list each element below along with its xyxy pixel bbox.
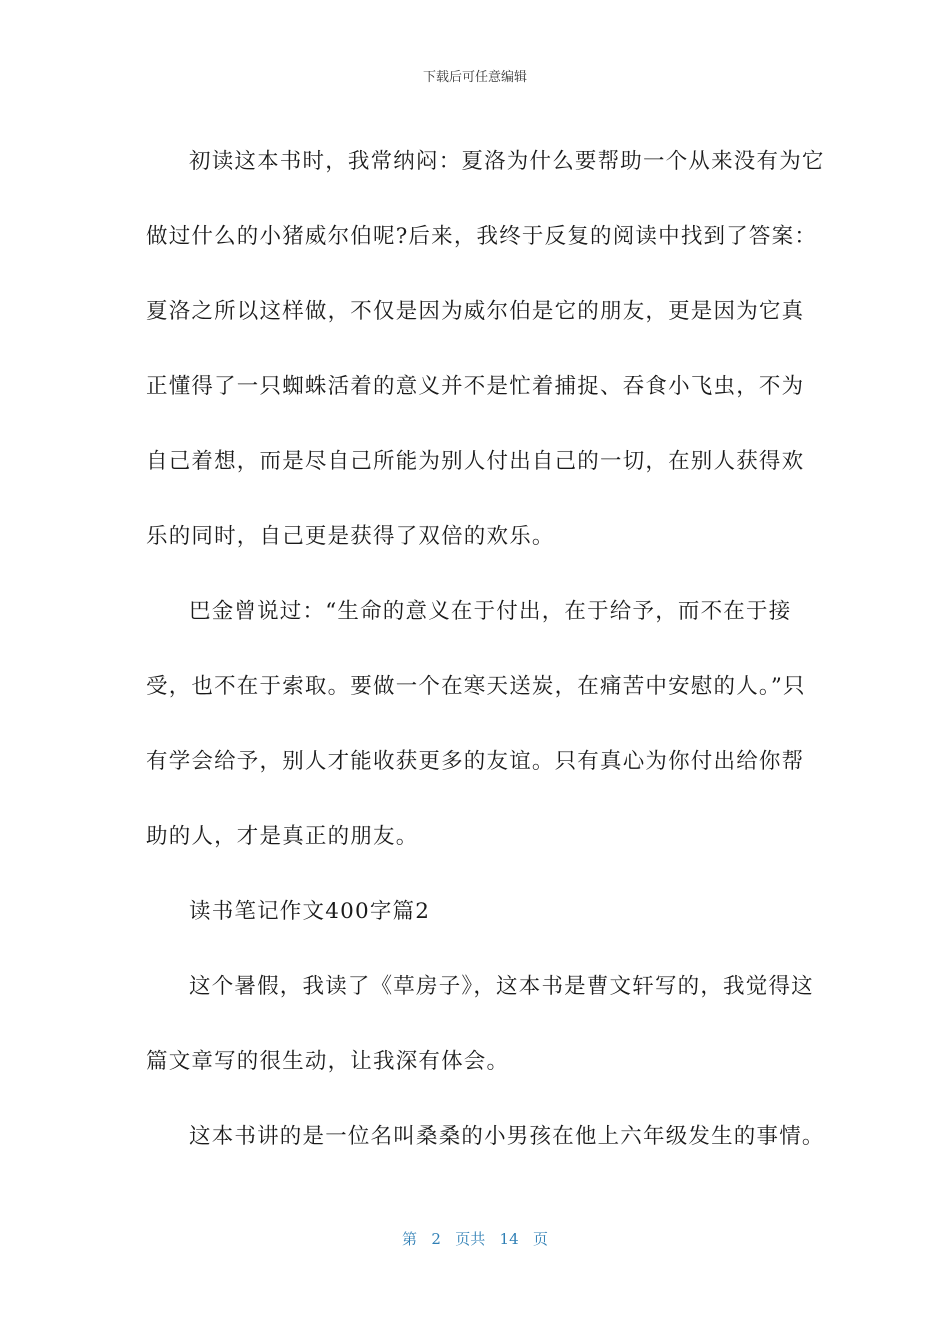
paragraph-book-intro: 这本书讲的是一位名叫桑桑的小男孩在他上六年级发生的事情。: [189, 1124, 825, 1149]
paragraph-summer-reading: 这个暑假，我读了《草房子》，这本书是曹文轩写的，我觉得这篇文章写的很生动，让我深有体会。: [146, 974, 814, 1074]
section-heading: 读书笔记作文400字篇2: [189, 899, 431, 924]
current-page-number: 2: [431, 1230, 441, 1248]
paragraph-charlotte: 初读这本书时，我常纳闷：夏洛为什么要帮助一个从来没有为它做过什么的小猪威尔伯呢?后来，我终于反复的阅读中找到了答案：夏洛之所以这样做，不仅是因为威尔伯是它的朋友，更是因为它真正懂得了一只蜘蛛活着的意义并不是忙着捕捉、吞食小飞虫，不为自己着想，而是尽自己所能为别人付出自己的一切，在别人获得欢乐的同时，自己更是获得了双倍的欢乐。: [146, 149, 825, 549]
footer-middle: 页共: [455, 1230, 486, 1248]
footer-suffix: 页: [532, 1230, 548, 1248]
paragraph-bajin-quote: 巴金曾说过：“生命的意义在于付出，在于给予，而不在于接受，也不在于索取。要做一个在寒天送炭，在痛苦中安慰的人。”只有学会给予，别人才能收获更多的友谊。只有真心为你付出给你帮助的人，才是真正的朋友。: [146, 599, 806, 849]
footer-prefix: 第: [402, 1230, 418, 1248]
document-body: [146, 124, 826, 1174]
total-pages-number: 14: [499, 1230, 519, 1248]
header-note: 下载后可任意编辑: [422, 70, 527, 85]
page-footer: [0, 1228, 950, 1249]
